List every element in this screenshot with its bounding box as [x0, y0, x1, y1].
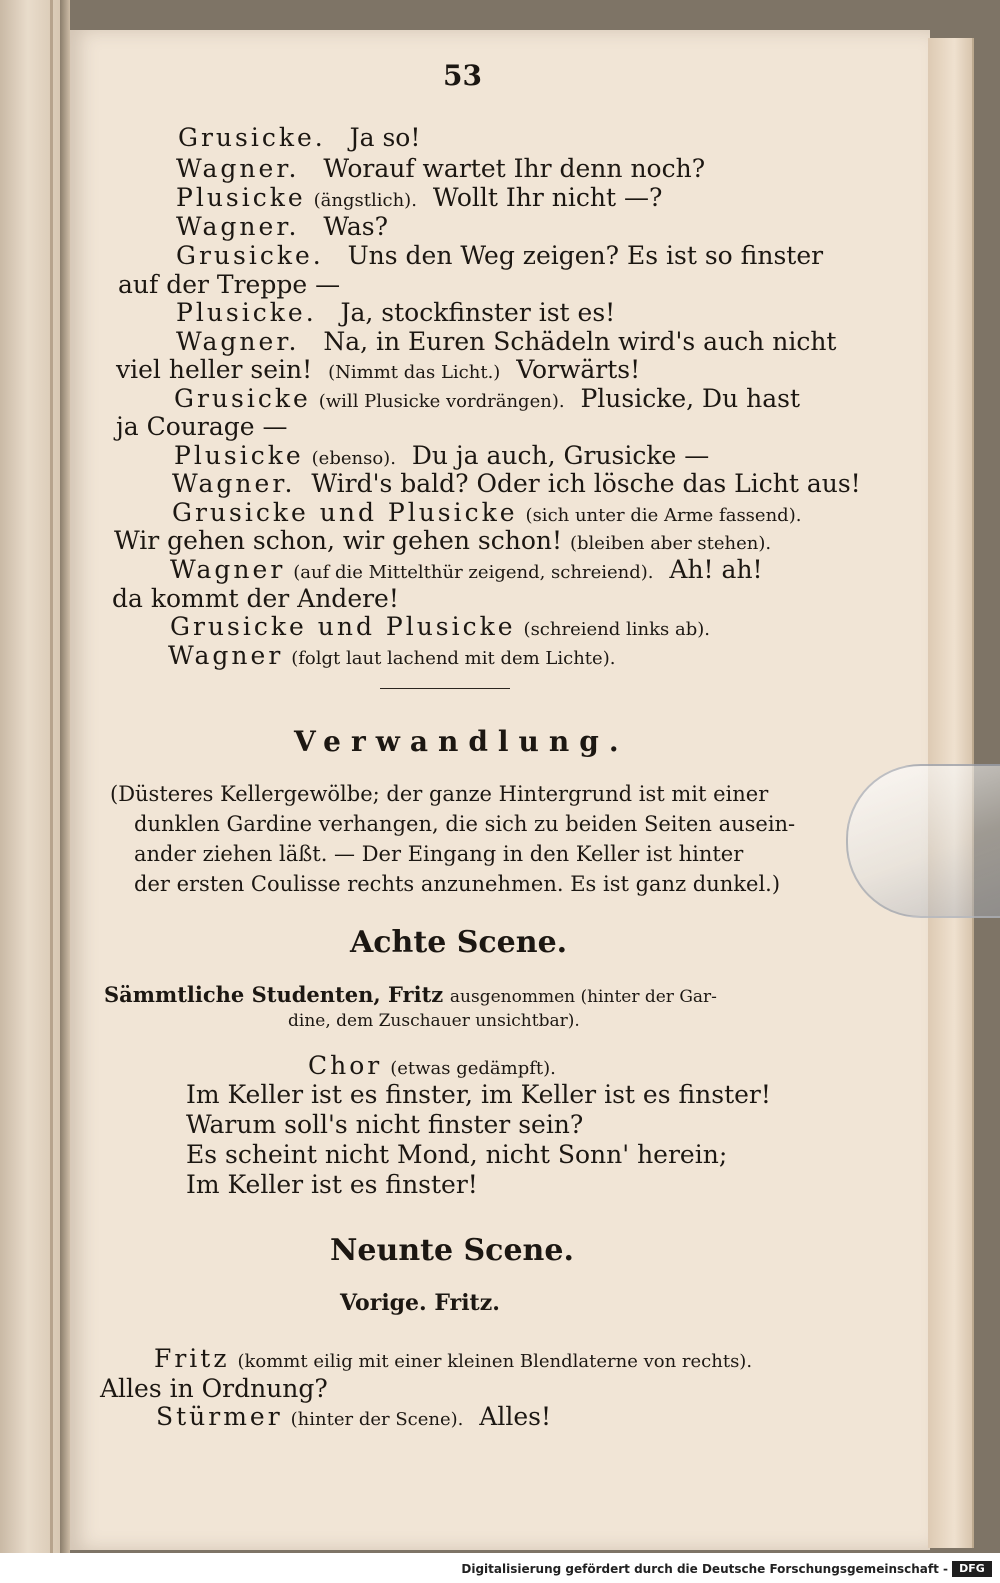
- stage-direction-line: ander ziehen läßt. — Der Eingang in den Keller ist hinter: [134, 842, 744, 866]
- dialogue-line: Wagner (folgt laut lachend mit dem Lichte).: [168, 641, 616, 670]
- song-line: Im Keller ist es finster!: [186, 1170, 478, 1199]
- dialogue-line: Grusicke. Uns den Weg zeigen? Es ist so finster: [176, 241, 824, 270]
- book-gutter: [60, 0, 70, 1583]
- dialogue-line: Stürmer (hinter der Scene). Alles!: [156, 1402, 551, 1431]
- dfg-logo: DFG: [952, 1561, 992, 1577]
- dialogue-line: Plusicke (ängstlich). Wollt Ihr nicht —?: [176, 183, 663, 212]
- dialogue-line: auf der Treppe —: [118, 270, 341, 299]
- dialogue-line: Wagner. Worauf wartet Ihr denn noch?: [176, 154, 706, 183]
- section-divider: [380, 688, 510, 689]
- song-line: Es scheint nicht Mond, nicht Sonn' herein;: [186, 1140, 728, 1169]
- dialogue-line: Grusicke und Plusicke (schreiend links ab).: [170, 612, 710, 641]
- dialogue-line: viel heller sein! (Nimmt das Licht.) Vorwärts!: [116, 355, 641, 384]
- dialogue-line: Plusicke (ebenso). Du ja auch, Grusicke —: [174, 441, 710, 470]
- dialogue-line: ja Courage —: [116, 412, 288, 441]
- dialogue-line: da kommt der Andere!: [112, 584, 399, 613]
- dialogue-line: Wagner (auf die Mittelthür zeigend, schreiend). Ah! ah!: [170, 555, 763, 584]
- dialogue-line: Wir gehen schon, wir gehen schon! (bleiben aber stehen).: [114, 526, 772, 555]
- song-line: Warum soll's nicht finster sein?: [186, 1110, 584, 1139]
- chorus-speaker-line: Chor (etwas gedämpft).: [308, 1051, 556, 1080]
- dialogue-line: Alles in Ordnung?: [100, 1374, 328, 1403]
- page-clip: [846, 764, 1000, 918]
- stage-direction-line: der ersten Coulisse rechts anzunehmen. Es ist ganz dunkel.): [134, 872, 781, 896]
- dialogue-line: Wagner. Was?: [176, 212, 388, 241]
- scene-heading: Neunte Scene.: [330, 1233, 574, 1268]
- cast-line: dine, dem Zuschauer unsichtbar).: [288, 1011, 580, 1031]
- cast-line: Vorige. Fritz.: [340, 1290, 500, 1316]
- dialogue-line: Wagner. Wird's bald? Oder ich lösche das Licht aus!: [172, 469, 861, 498]
- dialogue-line: Grusicke. Ja so!: [178, 123, 421, 152]
- page-fold-line: [50, 0, 53, 1583]
- stage-direction-line: dunklen Gardine verhangen, die sich zu beiden Seiten ausein-: [134, 812, 796, 836]
- dialogue-line: Grusicke und Plusicke (sich unter die Arme fassend).: [172, 498, 802, 527]
- cast-line: Sämmtliche Studenten, Fritz ausgenommen (hinter der Gar-: [104, 982, 717, 1007]
- footer-credit: Digitalisierung gefördert durch die Deutsche Forschungsgemeinschaft -: [461, 1562, 948, 1576]
- dialogue-line: Grusicke (will Plusicke vordrängen). Plusicke, Du hast: [174, 384, 801, 413]
- dialogue-line: Fritz (kommt eilig mit einer kleinen Blendlaterne von rechts).: [154, 1344, 753, 1373]
- page-number: 53: [443, 59, 482, 92]
- verwandlung-heading: Verwandlung.: [294, 725, 629, 758]
- stage-direction-line: (Düsteres Kellergewölbe; der ganze Hintergrund ist mit einer: [110, 782, 769, 806]
- dialogue-line: Wagner. Na, in Euren Schädeln wird's auch nicht: [176, 327, 837, 356]
- scene-heading: Achte Scene.: [350, 925, 568, 960]
- dialogue-line: Plusicke. Ja, stockfinster ist es!: [176, 298, 616, 327]
- song-line: Im Keller ist es finster, im Keller ist es finster!: [186, 1080, 771, 1109]
